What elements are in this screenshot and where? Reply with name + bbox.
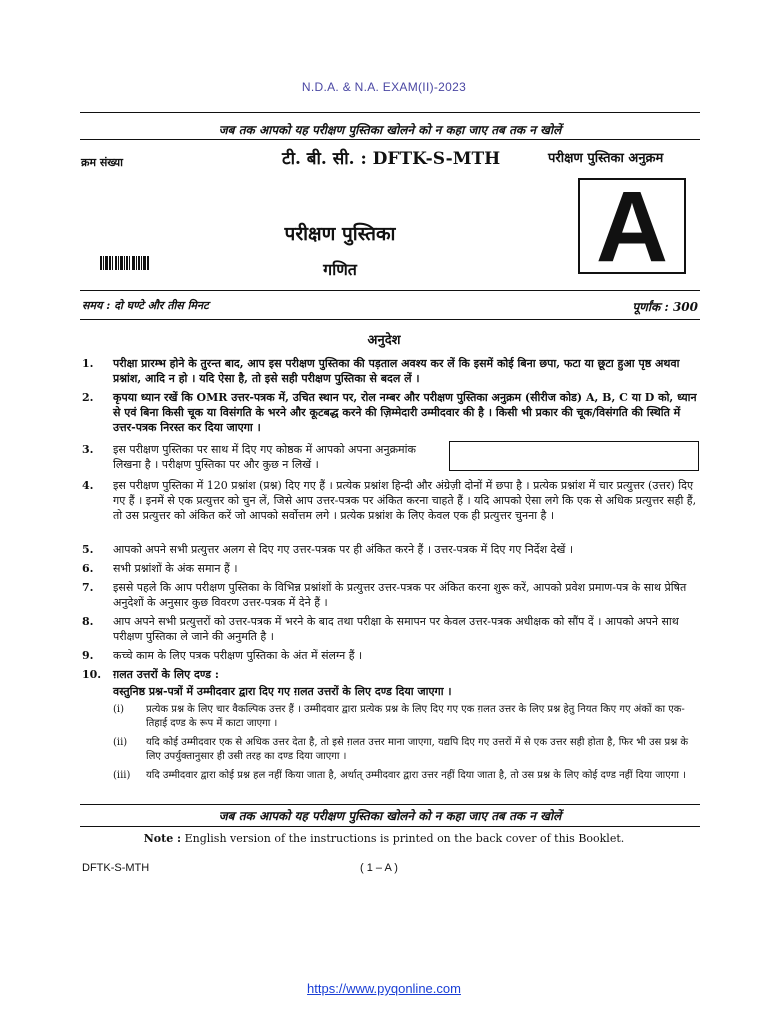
bottom-warning: जब तक आपको यह परीक्षण पुस्तिका खोलने को न कहा जाए तब तक न खोलें [218,809,562,823]
item-number: 9. [82,649,94,662]
instruction-item [82,542,702,557]
instruction-item [82,561,702,576]
item-number: 7. [82,581,94,594]
item-number: 8. [82,615,94,628]
item-text: ग़लत उत्तरों के लिए दण्ड : [113,668,219,681]
item-text: इससे पहले कि आप परीक्षण पुस्तिका के विभिन्न प्रश्नांशों के प्रत्युत्तर उत्तर-पत्रक पर अंकित करना शुरू करें, आपको प्रवेश प्रमाण-पत्र के साथ प्रेषित अनुदेशों के अनुसार कुछ विवरण उत्तर-पत्रक में देने हैं । [113,581,687,609]
serial-number-label: क्रम संख्या [81,156,123,169]
item-number: 3. [82,443,94,456]
penalty-item [113,703,703,731]
penalty-number: (ii) [113,737,128,748]
note-text: English version of the instructions is printed on the back cover of this Booklet. [181,832,625,845]
top-warning: जब तक आपको यह परीक्षण पुस्तिका खोलने को न कहा जाए तब तक न खोलें [218,123,562,137]
divider [80,290,700,291]
series-box [578,171,686,283]
source-link[interactable]: https://www.pyqonline.com [307,981,461,996]
instruction-item [82,390,702,435]
penalty-text: यदि कोई उम्मीदवार एक से अधिक उत्तर देता है, तो इसे ग़लत उत्तर माना जाएगा, यद्यपि दिए गए उत्तरों में से एक उत्तर सही होता है, फिर भी उस प्रश्न के लिए उपर्युक्तानुसार ही उसी तरह का दण्ड दिया जाएगा । [146,737,689,762]
instruction-item [82,648,702,663]
penalty-item [113,769,703,783]
series-letter: A [595,171,669,283]
divider [80,319,700,320]
item-text: सभी प्रश्नांशों के अंक समान हैं । [113,562,238,575]
booklet-title: परीक्षण पुस्तिका [284,223,396,245]
instructions-title: अनुदेश [367,333,401,348]
instruction-item [82,442,442,472]
time-allowed: समय : दो घण्टे और तीस मिनट [82,299,209,312]
booklet-code: DFTK-S-MTH [82,862,150,874]
penalty-text: यदि उम्मीदवार द्वारा कोई प्रश्न हल नहीं किया जाता है, अर्थात् उम्मीदवार द्वारा उत्तर नहीं दिया जाता है, तो उस प्रश्न के लिए कोई दण्ड नहीं दिया जाएगा । [146,770,686,781]
penalty-heading [82,684,702,699]
series-label: परीक्षण पुस्तिका अनुक्रम [548,151,664,166]
english-note [0,832,768,845]
item-number: 2. [82,391,94,404]
penalty-item [113,736,703,764]
tbc-code: टी. बी. सी. : DFTK-S-MTH [282,149,501,169]
divider [80,139,700,140]
roll-number-box[interactable] [449,441,699,471]
penalty-number: (i) [113,704,125,715]
instruction-item [82,478,702,523]
item-text: आप अपने सभी प्रत्युत्तरों को उत्तर-पत्रक में भरने के बाद तथा परीक्षा के समापन पर केवल उत्तर-पत्रक अधीक्षक को सौंप दें । आपको अपने साथ परीक्षण पुस्तिका ले जाने की अनुमति है । [113,615,679,643]
divider [80,112,700,113]
item-text: कच्चे काम के लिए पत्रक परीक्षण पुस्तिका के अंत में संलग्न हैं । [113,649,363,662]
item-number: 5. [82,543,94,556]
instruction-item [82,667,702,682]
instruction-item [82,580,702,610]
item-number: 6. [82,562,94,575]
barcode [100,256,154,270]
penalty-number: (iii) [113,770,131,781]
penalty-text: प्रत्येक प्रश्न के लिए चार वैकल्पिक उत्तर हैं । उम्मीदवार द्वारा प्रत्येक प्रश्न के लिए दिए गए एक ग़लत उत्तर के लिए प्रश्न हेतु नियत किए गए अंकों का एक-तिहाई दण्ड के रूप में काटा जाएगा । [146,704,685,729]
maximum-marks: पूर्णांक : 300 [632,300,698,314]
divider [80,826,700,827]
page-number: ( 1 – A ) [360,862,398,874]
note-label: Note : [143,832,182,845]
instruction-item [82,356,702,386]
item-number: 10. [82,668,102,681]
item-text: आपको अपने सभी प्रत्युत्तर अलग से दिए गए उत्तर-पत्रक पर ही अंकित करने हैं । उत्तर-पत्रक में दिए गए निर्देश देखें । [113,543,574,556]
exam-name: N.D.A. & N.A. EXAM(II)-2023 [301,80,467,94]
subject-title: गणित [323,260,357,279]
item-text: कृपया ध्यान रखें कि OMR उत्तर-पत्रक में, उचित स्थान पर, रोल नम्बर और परीक्षण पुस्तिका अनुक्रम (सीरीज कोड) A, B, C या D को, ध्यान से एवं बिना किसी चूक या विसंगति के भरने और कूटबद्ध करने की ज़िम्मेदारी उम्मीदवार की है । किसी भी प्रकार की चूक/विसंगति की स्थिति में उत्तर-पत्रक निरस्त कर दिया जाएगा । [113,391,697,434]
item-text: परीक्षा प्रारम्भ होने के तुरन्त बाद, आप इस परीक्षण पुस्तिका की पड़ताल अवश्य कर लें कि इसमें कोई बिना छपा, फटा या छूटा हुआ पृष्ठ अथवा प्रश्नांश, आदि न हो । यदि ऐसा है, तो इसे सही परीक्षण पुस्तिका से बदल लें । [113,357,680,385]
penalty-heading-text: वस्तुनिष्ठ प्रश्न-पत्रों में उम्मीदवार द्वारा दिए गए ग़लत उत्तरों के लिए दण्ड दिया जाएगा । [113,685,452,698]
item-number: 4. [82,479,94,492]
item-text: इस परीक्षण पुस्तिका में 120 प्रश्नांश (प्रश्न) दिए गए हैं । प्रत्येक प्रश्नांश हिन्दी और अंग्रेज़ी दोनों में छपा है । प्रत्येक प्रश्नांश में चार प्रत्युत्तर (उत्तर) दिए गए हैं । इनमें से एक प्रत्युत्तर को चुन लें, जिसे आप उत्तर-पत्रक पर अंकित करना चाहते हैं । यदि आपको ऐसा लगे कि एक से अधिक प्रत्युत्तर सही हैं, तो उस प्रत्युत्तर को अंकित करें जो आपको सर्वोत्तम लगे । प्रत्येक प्रश्नांश के लिए केवल एक ही प्रत्युत्तर चुनना है । [113,479,697,522]
divider [80,804,700,805]
item-text: इस परीक्षण पुस्तिका पर साथ में दिए गए कोष्ठक में आपको अपना अनुक्रमांक लिखना है । परीक्षण पुस्तिका पर और कुछ न लिखें । [113,443,416,471]
item-number: 1. [82,357,94,370]
instruction-item [82,614,702,644]
